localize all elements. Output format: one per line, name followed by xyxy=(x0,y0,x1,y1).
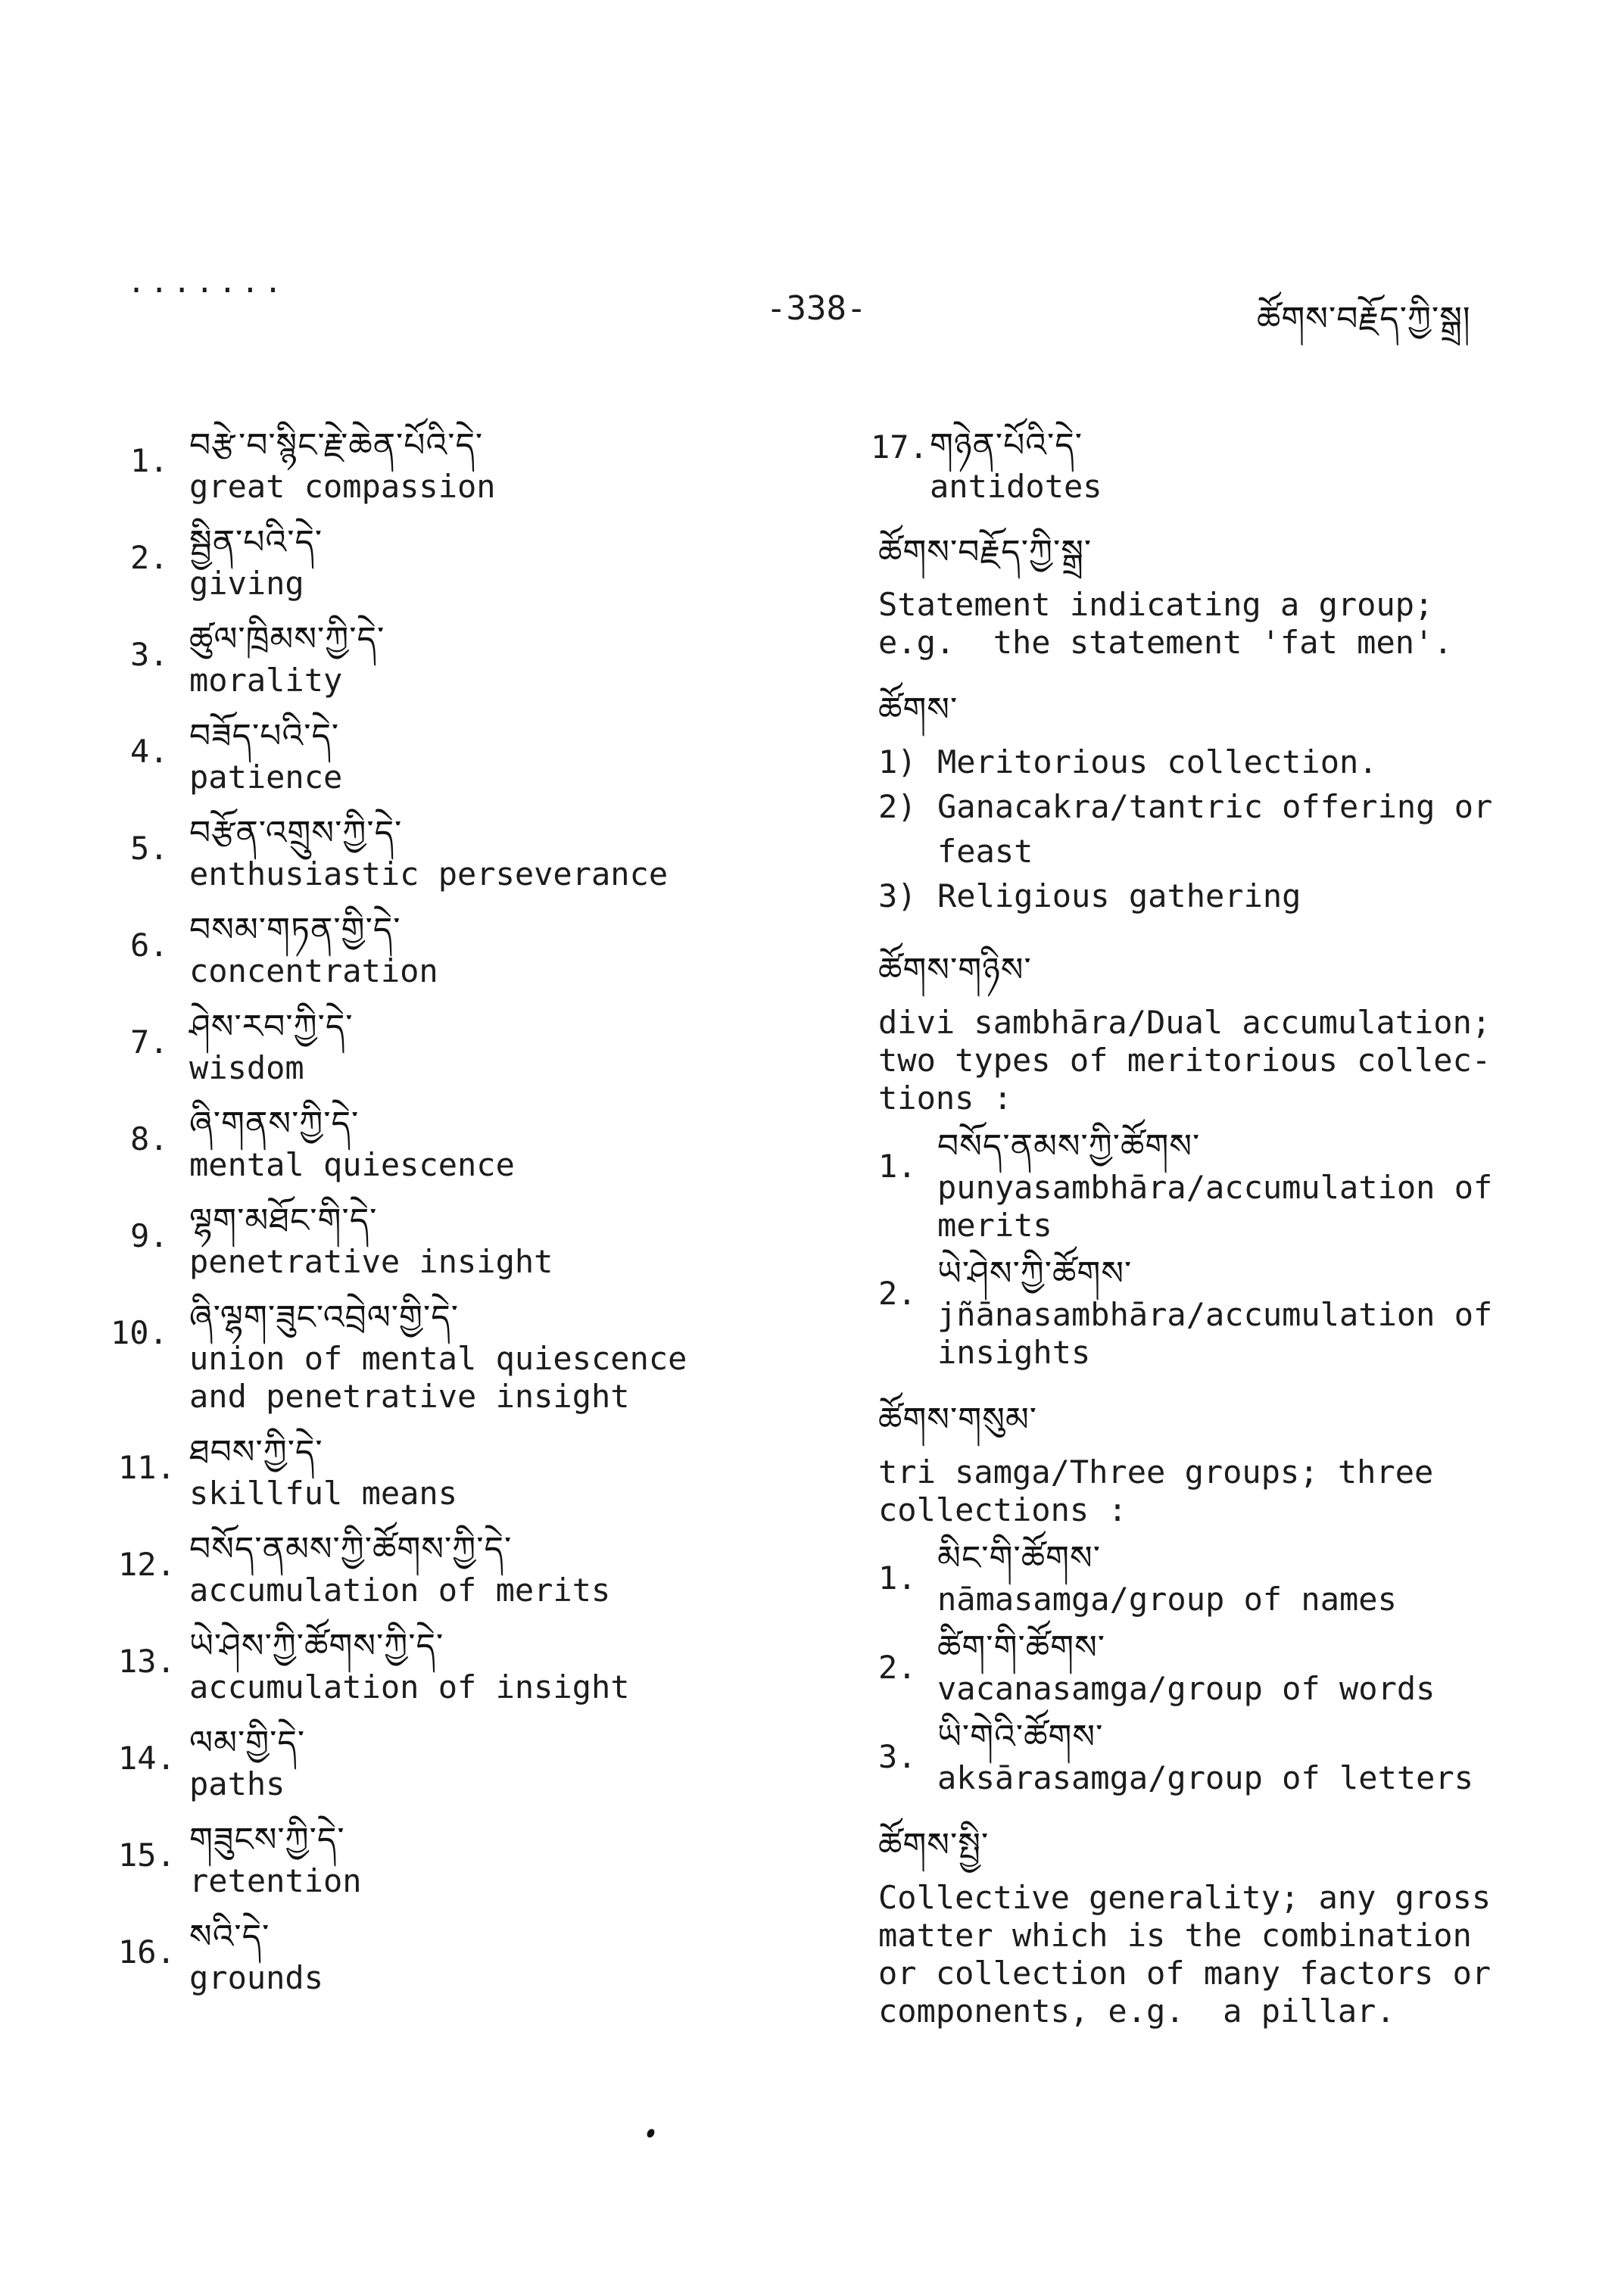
list-item xyxy=(118,1528,812,1625)
english-gloss: grounds xyxy=(189,1959,324,1996)
running-title: ཚོགས་བརྗོད་ཀྱི་སྒྲ། xyxy=(1257,300,1471,338)
entry-group-statement xyxy=(878,530,1545,662)
sub-entry xyxy=(878,1537,1545,1618)
english-gloss: accumulation of merits xyxy=(189,1572,611,1609)
sub-entry xyxy=(878,1715,1545,1797)
item-number: 4. xyxy=(130,733,169,770)
english-gloss: jñānasambhāra/accumulation of insights xyxy=(937,1296,1493,1371)
item-number: 1) xyxy=(878,743,917,780)
item-number: 2) xyxy=(878,788,917,825)
tibetan-term: ལྷག་མཐོང་གི་དེ་ xyxy=(189,1201,378,1240)
english-gloss: giving xyxy=(189,565,304,602)
page-number: -338- xyxy=(766,289,867,328)
list-item xyxy=(878,743,1545,788)
right-column xyxy=(871,424,1545,2056)
entry-headword: ཚོགས་བརྗོད་ཀྱི་སྒྲ་ xyxy=(878,533,1093,572)
item-number: 10. xyxy=(111,1314,168,1351)
english-gloss: wisdom xyxy=(189,1049,304,1086)
tibetan-term: ཡི་གེའི་ཚོགས་ xyxy=(937,1718,1104,1756)
item-number: 16. xyxy=(118,1933,176,1971)
english-gloss: mental quiescence xyxy=(189,1146,515,1183)
tibetan-term: གཉེན་པོའི་དེ་ xyxy=(930,426,1083,465)
tibetan-term: བརྩོན་འགྲུས་ཀྱི་དེ་ xyxy=(189,814,403,852)
list-item xyxy=(130,424,812,521)
item-number: 15. xyxy=(118,1837,176,1874)
sense-text: Religious gathering xyxy=(937,877,1301,914)
item-number: 11. xyxy=(118,1449,176,1486)
list-item xyxy=(118,1915,812,2012)
entry-collective-generality xyxy=(878,1823,1545,2030)
english-gloss: morality xyxy=(189,662,343,699)
item-number: 1. xyxy=(878,1559,917,1597)
entry-headword: ཚོགས་ xyxy=(878,690,959,729)
list-item xyxy=(878,877,1545,922)
english-gloss: aksārasamga/group of letters xyxy=(937,1759,1474,1796)
tibetan-term: སྦྱིན་པའི་དེ་ xyxy=(189,523,323,562)
entry-headword: ཚོགས་གཉིས་ xyxy=(878,951,1032,989)
sense-text: Meritorious collection. xyxy=(937,743,1378,780)
english-gloss: patience xyxy=(189,759,343,796)
sub-entry xyxy=(878,1252,1545,1372)
list-item xyxy=(118,1818,812,1915)
english-gloss: antidotes xyxy=(930,468,1102,505)
item-number: 6. xyxy=(130,927,169,964)
tibetan-term: ཤེས་རབ་ཀྱི་དེ་ xyxy=(189,1008,354,1046)
list-item xyxy=(130,521,812,618)
english-gloss: vacanasamga/group of words xyxy=(937,1670,1435,1707)
item-number: 3. xyxy=(130,636,169,673)
tibetan-term: ཡེ་ཤེས་ཀྱི་ཚོགས་ xyxy=(937,1254,1133,1293)
english-gloss: retention xyxy=(189,1862,362,1899)
sub-entry xyxy=(878,1626,1545,1708)
list-item xyxy=(118,1431,812,1528)
tibetan-term: བསོད་ནམས་ཀྱི་ཚོགས་ xyxy=(937,1127,1201,1166)
english-gloss: punyasambhāra/accumulation of merits xyxy=(937,1169,1493,1244)
tibetan-term: ཐབས་ཀྱི་དེ་ xyxy=(189,1433,323,1472)
list-item xyxy=(130,1199,812,1296)
entry-definition: divi sambhāra/Dual accumulation; two types of meritorious collec- tions : xyxy=(878,1004,1492,1117)
list-item xyxy=(878,788,1545,877)
item-number: 14. xyxy=(118,1740,176,1777)
english-gloss: enthusiastic perseverance xyxy=(189,855,669,893)
english-gloss: accumulation of insight xyxy=(189,1668,630,1706)
tibetan-term: བསོད་ནམས་ཀྱི་ཚོགས་ཀྱི་དེ་ xyxy=(189,1530,513,1569)
english-gloss: concentration xyxy=(189,952,438,989)
ink-speck xyxy=(646,2128,656,2139)
item-number: 8. xyxy=(130,1120,169,1157)
english-gloss: nāmasamga/group of names xyxy=(937,1581,1397,1618)
left-column xyxy=(111,424,812,2012)
tibetan-term: མིང་གི་ཚོགས་ xyxy=(937,1539,1101,1578)
list-item xyxy=(130,618,812,715)
entry-headword: ཚོགས་སྤྱི་ xyxy=(878,1826,990,1865)
list-item xyxy=(130,1102,812,1199)
item-number: 3. xyxy=(878,1738,917,1775)
list-item xyxy=(118,1721,812,1818)
item-number: 9. xyxy=(130,1217,169,1254)
item-number: 2. xyxy=(130,539,169,576)
entry-dual-accumulation xyxy=(878,948,1545,1372)
item-number: 13. xyxy=(118,1643,176,1680)
tibetan-term: གཟུངས་ཀྱི་དེ་ xyxy=(189,1821,345,1859)
item-number: 1. xyxy=(878,1148,917,1185)
english-gloss: skillful means xyxy=(189,1475,458,1512)
tibetan-term: ཞི་གནས་ཀྱི་དེ་ xyxy=(189,1104,360,1143)
tibetan-term: ལམ་གྱི་དེ་ xyxy=(189,1724,306,1762)
entry-tshogs xyxy=(878,687,1545,922)
tibetan-term: བསམ་གཏན་གྱི་དེ་ xyxy=(189,911,401,949)
entry-definition: tri samga/Three groups; three collections : xyxy=(878,1453,1434,1528)
item-number: 7. xyxy=(130,1023,169,1061)
tibetan-term: ཡེ་ཤེས་ཀྱི་ཚོགས་ཀྱི་དེ་ xyxy=(189,1627,444,1665)
english-gloss: penetrative insight xyxy=(189,1243,553,1280)
english-gloss: union of mental quiescence and penetrative insight xyxy=(189,1340,687,1415)
item-number: 17. xyxy=(871,428,928,466)
entry-definition: Statement indicating a group; e.g. the statement 'fat men'. xyxy=(878,586,1453,661)
tibetan-term: བཟོད་པའི་དེ་ xyxy=(189,717,340,756)
tibetan-term: ཞི་ལྷག་ཟུང་འབྲེལ་གྱི་དེ་ xyxy=(189,1298,459,1337)
tibetan-term: ཚུལ་ཁྲིམས་ཀྱི་དེ་ xyxy=(189,620,385,659)
item-number: 5. xyxy=(130,830,169,867)
list-item xyxy=(118,1625,812,1721)
list-item xyxy=(111,1296,812,1431)
english-gloss: great compassion xyxy=(189,468,496,505)
list-item xyxy=(871,424,1545,515)
list-item xyxy=(130,715,812,812)
item-number: 2. xyxy=(878,1275,917,1312)
english-gloss: paths xyxy=(189,1765,285,1802)
tibetan-term: ཚིག་གི་ཚོགས་ xyxy=(937,1628,1106,1667)
item-number: 12. xyxy=(118,1546,176,1583)
sub-entry xyxy=(878,1125,1545,1245)
header-dots: ....... xyxy=(127,265,287,300)
list-item xyxy=(130,1005,812,1102)
sense-list xyxy=(878,743,1545,922)
entry-three-groups xyxy=(878,1397,1545,1797)
tibetan-term: སའི་དེ་ xyxy=(189,1918,270,1956)
list-item xyxy=(130,908,812,1005)
item-number: 3) xyxy=(878,877,917,914)
entry-definition: Collective generality; any gross matter which is the combination or collection of many factors or components, e.g. a pillar. xyxy=(878,1879,1492,2030)
sense-text: Ganacakra/tantric offering or feast xyxy=(937,788,1493,870)
tibetan-term: བརྩེ་བ་སྙིང་རྗེ་ཆེན་པོའི་དེ་ xyxy=(189,426,484,465)
list-item xyxy=(130,812,812,908)
entry-headword: ཚོགས་གསུམ་ xyxy=(878,1400,1038,1439)
item-number: 2. xyxy=(878,1649,917,1686)
item-number: 1. xyxy=(130,442,169,479)
